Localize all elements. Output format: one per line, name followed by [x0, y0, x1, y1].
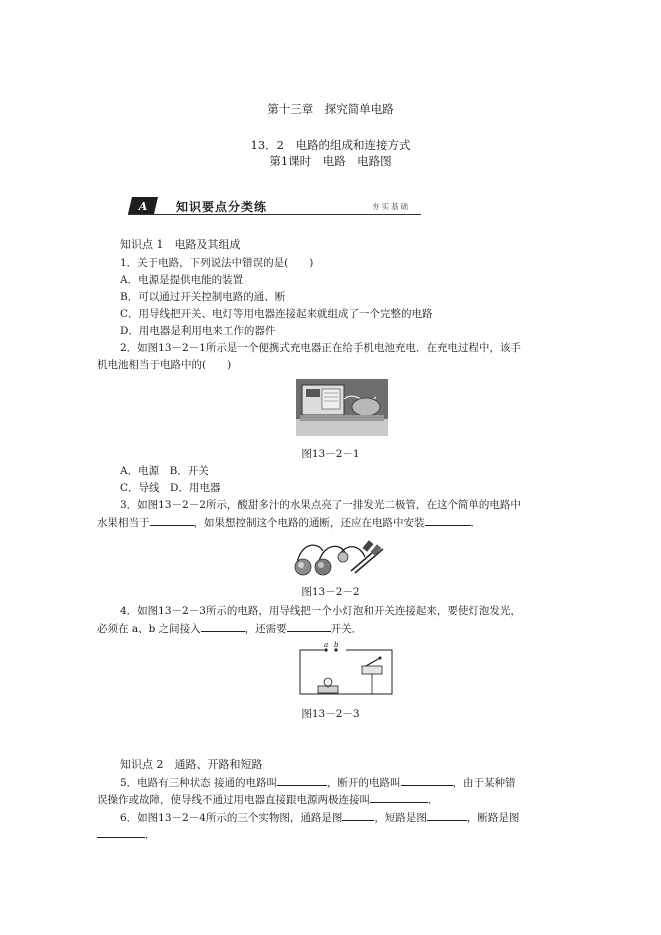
q6-blank-3[interactable] — [97, 827, 145, 838]
kp2-heading: 知识点 2 通路、开路和短路 — [120, 758, 263, 771]
q3-text-a: 水果相当于 — [97, 517, 150, 529]
q4-text-c: 开关． — [330, 623, 363, 635]
q6-blank-1[interactable] — [342, 810, 374, 821]
q2-line1: 2．如图13－2－1所示是一个便携式充电器正在给手机电池充电．在充电过程中，该手 — [120, 342, 521, 354]
figure-13-2-3-circuit — [296, 640, 396, 698]
label-a: a — [324, 641, 329, 649]
banner-subtitle: 夯实基础 — [372, 202, 410, 211]
label-b: b — [334, 641, 339, 649]
figure-13-2-2-photo — [289, 537, 391, 577]
section-title: 13．2 电路的组成和连接方式 — [250, 138, 411, 152]
banner-rule — [128, 214, 421, 215]
q6-line1 — [120, 810, 519, 825]
q2-line2: 机电池相当于电路中的( ) — [97, 359, 232, 371]
q6-line2 — [97, 827, 156, 842]
q5-line1 — [120, 775, 516, 790]
q3-blank-1[interactable] — [150, 515, 194, 526]
q5-text-e: ． — [428, 794, 439, 806]
q5-blank-1[interactable] — [277, 775, 327, 786]
q1-option-b: B．可以通过开关控制电路的通、断 — [120, 291, 286, 303]
q5-blank-3[interactable] — [370, 792, 428, 803]
q4-text-b: ，还需要 — [244, 623, 287, 635]
q4-line1: 4．如图13－2－3所示的电路，用导线把一个小灯泡和开关连接起来，要使灯泡发光， — [120, 605, 521, 617]
q3-line1: 3．如图13－2－2所示，酸甜多汁的水果点亮了一排发光二极管，在这个简单的电路中 — [120, 499, 521, 511]
badge-letter: A — [138, 200, 148, 213]
lesson-title: 第1课时 电路 电路图 — [269, 154, 392, 168]
q4-blank-1[interactable] — [201, 621, 245, 632]
figure-13-2-1-caption: 图13－2－1 — [301, 448, 360, 460]
section-badge-icon — [128, 197, 158, 214]
figure-13-2-1-photo — [296, 379, 388, 436]
q2-options-ab: A．电源 B．开关 — [120, 465, 209, 477]
figure-13-2-2-caption: 图13－2－2 — [301, 586, 360, 598]
q5-text-c: ，由于某种错 — [452, 777, 516, 789]
q4-blank-2[interactable] — [287, 621, 331, 632]
q3-line2 — [97, 515, 481, 530]
q1-option-a: A．电源是提供电能的装置 — [120, 274, 244, 286]
banner-title: 知识要点分类练 — [176, 200, 268, 214]
q6-blank-2[interactable] — [427, 810, 467, 821]
q6-text-a: 6．如图13－2－4所示的三个实物图，通路是图 — [120, 812, 343, 824]
q2-options-cd: C．导线 D．用电器 — [120, 482, 221, 494]
q1-option-d: D．用电器是利用电来工作的器件 — [120, 325, 276, 337]
q4-text-a: 必须在 a、b 之间接入 — [97, 623, 201, 635]
q5-text-d: 误操作或故障，使导线不通过用电器直接跟电源两极连接叫 — [97, 794, 370, 806]
q5-text-a: 5．电路有三种状态 接通的电路叫 — [120, 777, 278, 789]
chapter-title: 第十三章 探究简单电路 — [267, 102, 394, 116]
figure-13-2-3-caption: 图13－2－3 — [301, 708, 360, 720]
q5-blank-2[interactable] — [401, 775, 453, 786]
q1-option-c: C．用导线把开关、电灯等用电器连接起来就组成了一个完整的电路 — [120, 308, 433, 320]
q3-text-b: ，如果想控制这个电路的通断，还应在电路中安装 — [193, 517, 425, 529]
q5-line2 — [97, 792, 439, 807]
q6-text-c: ，断路是图 — [466, 812, 520, 824]
q6-text-b: ，短路是图 — [374, 812, 427, 824]
kp1-heading: 知识点 1 电路及其组成 — [120, 238, 241, 251]
q3-text-c: ． — [470, 517, 481, 529]
q3-blank-2[interactable] — [425, 515, 471, 526]
q4-line2 — [97, 621, 362, 636]
q5-text-b: ，断开的电路叫 — [327, 777, 401, 789]
q6-text-d: ． — [145, 829, 156, 841]
q1-stem: 1．关于电路，下列说法中错误的是( ) — [120, 257, 314, 269]
